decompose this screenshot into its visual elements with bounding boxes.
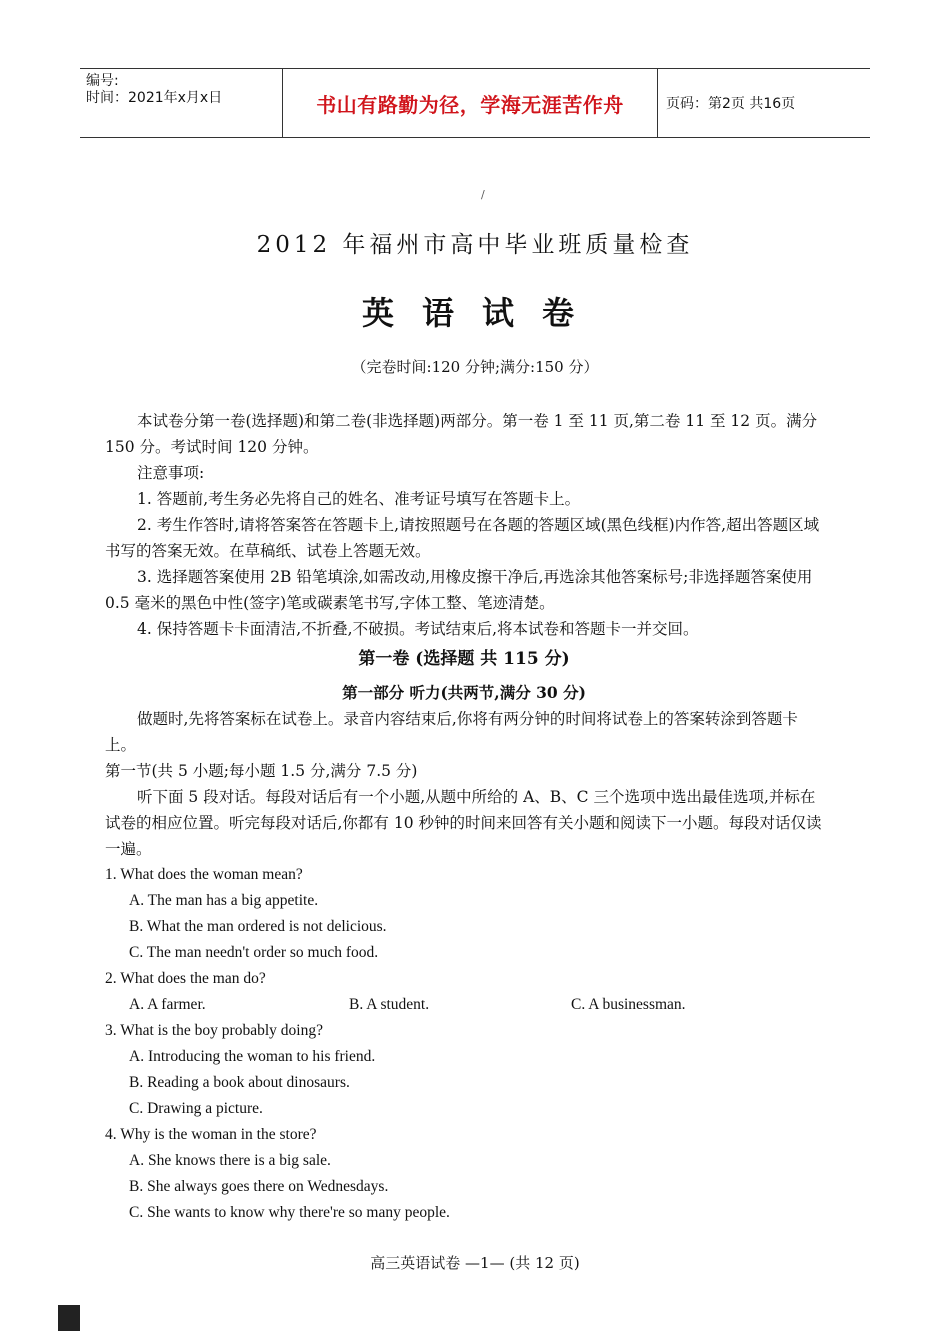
page-info: 页码：第2页 共16页 (666, 96, 796, 112)
intro-paragraph: 本试卷分第一卷(选择题)和第二卷(非选择题)两部分。第一卷 1 至 11 页,第二卷 11 至 12 页。满分 150 分。考试时间 120 分钟。 (105, 412, 818, 456)
part-1-heading: 第一部分 听力(共两节,满分 30 分) (342, 683, 586, 702)
option-a: A. A farmer. (129, 996, 206, 1013)
scan-corner-mark (58, 1305, 80, 1331)
option-b: B. She always goes there on Wednesdays. (129, 1178, 389, 1195)
notice-2: 2. 考生作答时,请将答案答在答题卡上,请按照题号在各题的答题区域(黑色线框)内作答,超出答题区域书写的答案无效。在草稿纸、试卷上答题无效。 (105, 516, 820, 560)
notice-1: 1. 答题前,考生务必先将自己的姓名、准考证号填写在答题卡上。 (137, 490, 581, 508)
option-a: A. Introducing the woman to his friend. (129, 1048, 376, 1065)
scan-tick-mark: / (481, 188, 485, 201)
section-1-heading: 第一节(共 5 小题;每小题 1.5 分,满分 7.5 分) (105, 762, 418, 780)
number-label: 编号: (86, 73, 119, 89)
option-b: B. Reading a book about dinosaurs. (129, 1074, 350, 1091)
time-note: （完卷时间:120 分钟;满分:150 分） (351, 358, 599, 376)
volume-1-heading: 第一卷 (选择题 共 115 分) (358, 649, 570, 669)
option-c: C. The man needn't order so much food. (129, 944, 379, 961)
option-b: B. What the man ordered is not delicious. (129, 918, 387, 935)
question-4 (105, 1122, 823, 1226)
question-3 (105, 1018, 823, 1122)
time-label: 时间：2021年x月x日 (86, 90, 223, 106)
part-1-instructions: 做题时,先将答案标在试卷上。录音内容结束后,你将有两分钟的时间将试卷上的答案转涂到答题卡上。 (105, 710, 798, 754)
question-2 (105, 966, 823, 1018)
notice-4: 4. 保持答题卡卡面清洁,不折叠,不破损。考试结束后,将本试卷和答题卡一并交回。 (137, 620, 699, 638)
option-c: C. Drawing a picture. (129, 1100, 263, 1117)
option-b: B. A student. (349, 996, 430, 1013)
header-table (80, 68, 870, 138)
option-a: A. She knows there is a big sale. (129, 1152, 331, 1169)
question-stem: 1. What does the woman mean? (105, 866, 303, 883)
option-c: C. A businessman. (571, 996, 686, 1013)
question-stem: 4. Why is the woman in the store? (105, 1126, 317, 1143)
question-stem: 3. What is the boy probably doing? (105, 1022, 323, 1039)
exam-title: 2012 年福州市高中毕业班质量检查 (256, 232, 694, 258)
page-footer: 高三英语试卷 —1— (共 12 页) (370, 1254, 580, 1272)
question-1 (105, 862, 823, 966)
section-1-instructions: 听下面 5 段对话。每段对话后有一个小题,从题中所给的 A、B、C 三个选项中选出最佳选项,并标在试卷的相应位置。听完每段对话后,你都有 10 秒钟的时间来回答有关小题和阅读下一小题。每段对话仅读一遍。 (105, 788, 822, 858)
option-c: C. She wants to know why there're so many people. (129, 1204, 450, 1221)
option-a: A. The man has a big appetite. (129, 892, 319, 909)
options-row (105, 992, 823, 1018)
notice-title: 注意事项: (137, 464, 205, 482)
exam-subject: 英语试卷 (361, 294, 602, 332)
motto: 书山有路勤为径，学海无涯苦作舟 (282, 69, 658, 137)
exam-body (105, 408, 823, 1226)
notice-3: 3. 选择题答案使用 2B 铅笔填涂,如需改动,用橡皮擦干净后,再选涂其他答案标号;非选择题答案使用 0.5 毫米的黑色中性(签字)笔或碳素笔书写,字体工整、笔迹清楚。 (105, 568, 813, 612)
question-stem: 2. What does the man do? (105, 970, 266, 987)
header-left-cell (80, 69, 282, 137)
